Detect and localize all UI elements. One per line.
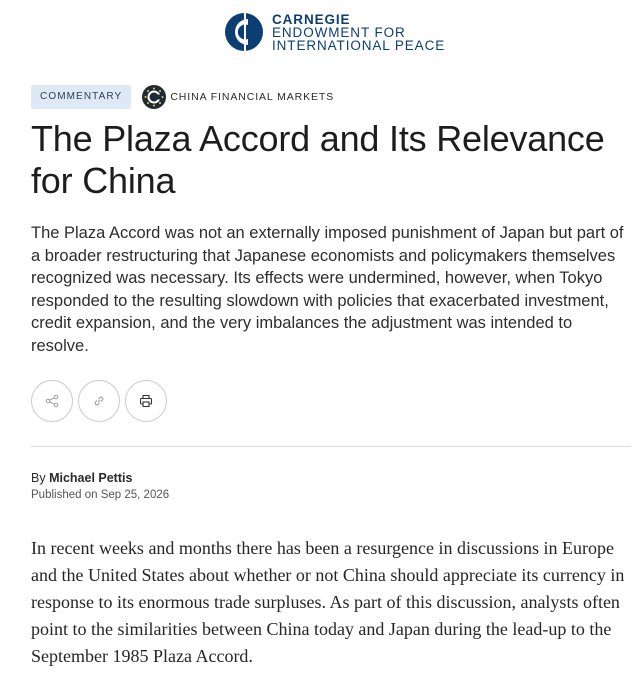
link-icon	[92, 394, 106, 408]
print-button[interactable]	[125, 380, 167, 422]
logo-wordmark	[272, 13, 445, 52]
program-logo-icon	[142, 85, 166, 109]
share-icon	[45, 394, 59, 408]
published-date-value: Sep 25, 2026	[100, 489, 170, 501]
carnegie-logo-icon	[224, 12, 264, 52]
carnegie-logo[interactable]	[224, 12, 445, 52]
program-label: CHINA FINANCIAL MARKETS	[170, 91, 335, 103]
article-body-paragraph: In recent weeks and months there has been a resurgence in discussions in Europe and the United States about whether or not China should appreciate its currency in response to its enormous trade surpluses. As part of this discussion, analysts often point to the similarities between China today and Japan during the lead-up to the September 1985 Plaza Accord.	[31, 538, 625, 666]
divider	[31, 446, 631, 447]
published-date	[31, 489, 169, 501]
article-summary: The Plaza Accord was not an externally imposed punishment of Japan but part of a broader restructuring that Japanese economists and policymakers themselves recognized was necessary. Its effects were undermined, however, when Tokyo responded to the resulting slowdown with policies that exacerbated investment, credit expansion, and the very imbalances the adjustment was intended to resolve.	[31, 224, 624, 355]
tag-row	[31, 85, 334, 109]
byline-prefix: By	[31, 471, 50, 485]
logo-line-1: CARNEGIE	[272, 11, 351, 27]
published-prefix: Published on	[31, 489, 101, 501]
logo-line-2: ENDOWMENT FOR	[272, 24, 406, 40]
program-link[interactable]	[142, 85, 334, 109]
author-link[interactable]: Michael Pettis	[49, 471, 133, 485]
copy-link-button[interactable]	[78, 380, 120, 422]
byline	[31, 471, 132, 485]
share-toolbar	[31, 380, 172, 422]
logo-line-3: INTERNATIONAL PEACE	[272, 37, 446, 53]
share-button[interactable]	[31, 380, 73, 422]
print-icon	[139, 394, 153, 408]
article-title: The Plaza Accord and Its Relevance for China	[31, 118, 605, 201]
content-type-badge[interactable]: COMMENTARY	[31, 85, 131, 109]
